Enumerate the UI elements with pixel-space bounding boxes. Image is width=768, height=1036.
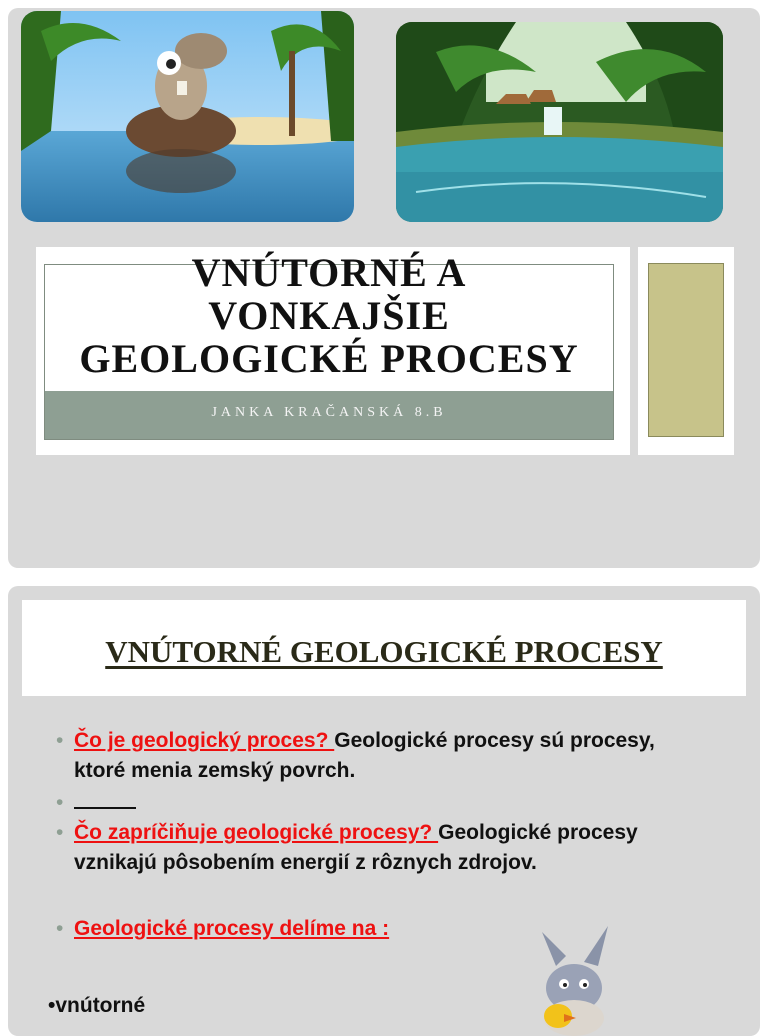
slide-title: VNÚTORNÉ A VONKAJŠIE GEOLOGICKÉ PROCESY [79,250,579,381]
bullet-item [56,788,696,818]
title-panel [36,247,630,455]
side-accent-box [648,263,724,437]
question-text: Geologické procesy delíme na : [74,917,390,940]
answer-text: Geologické procesy sú procesy, ktoré menia zemský povrch. [74,729,655,782]
bunny-clipart-image [528,926,618,1036]
slide-title: VNÚTORNÉ GEOLOGICKÉ PROCESY [105,634,663,669]
title-frame [44,250,614,440]
bullet-list [56,726,696,944]
side-panel [638,247,734,455]
sub-list-item [48,994,145,1018]
forest-deer-image [396,22,723,222]
question-text: Čo je geologický proces? [74,729,335,752]
squirrel-island-image [21,11,354,222]
bullet-item [56,818,696,878]
bullet-dot-icon: • [48,994,56,1017]
question-text: Čo zapríčiňuje geologické procesy? [74,821,439,844]
content-slide[interactable] [8,586,760,1036]
title-slide[interactable] [8,8,760,568]
bullet-item [56,726,696,786]
answer-text: Geologické procesy vznikajú pôsobením energií z rôznych zdrojov. [74,821,638,874]
subtitle-bar [45,391,613,439]
slide-header [22,600,746,696]
blank-line [74,791,136,809]
slide-subtitle: JANKA KRAČANSKÁ 8.B [211,405,447,420]
sub-item-label: vnútorné [55,994,146,1017]
